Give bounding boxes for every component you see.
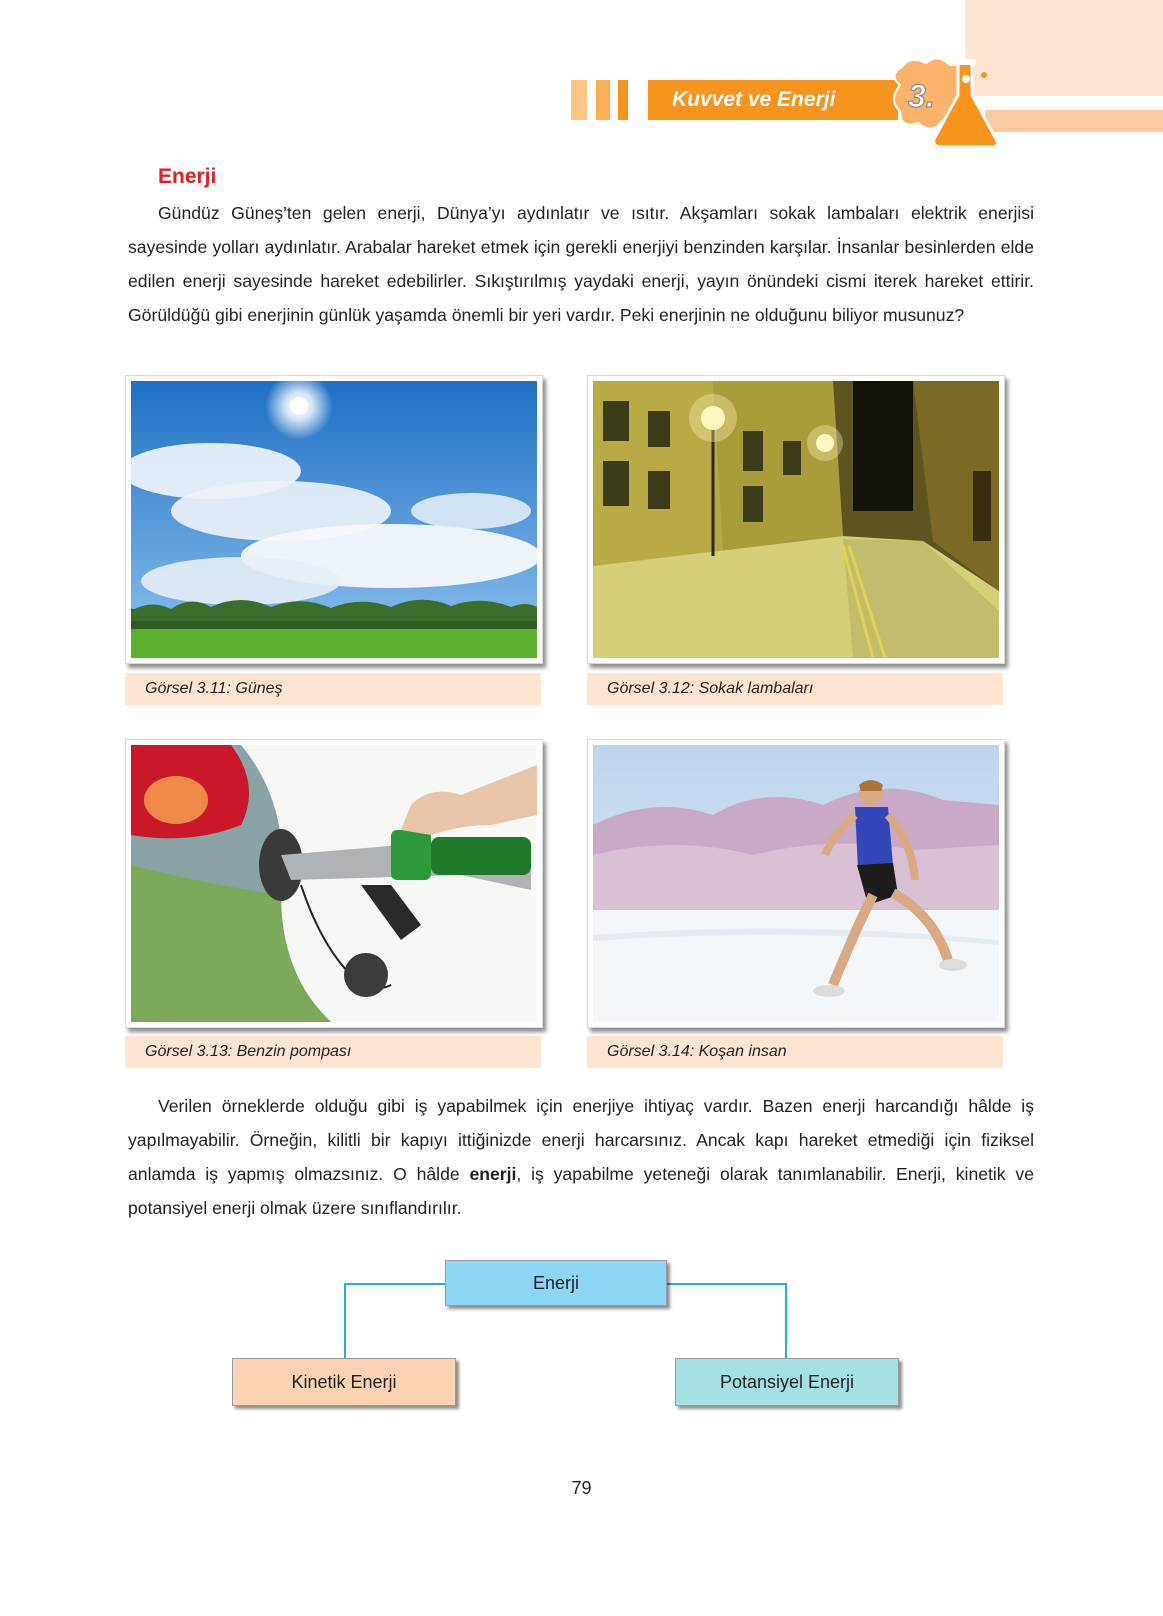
- figure-caption: Görsel 3.14: Koşan insan: [587, 1036, 1003, 1068]
- diagram-kinetic-box: Kinetik Enerji: [232, 1358, 456, 1406]
- section-heading: Enerji: [158, 165, 217, 188]
- chapter-number: 3.: [908, 78, 935, 114]
- running-man-photo: [593, 745, 999, 1022]
- intro-paragraph: [128, 196, 1034, 332]
- corner-strip: [985, 110, 1163, 132]
- definition-text-after: , iş yapabilme yeteneği olarak tanımlanabilir. Enerji, kinetik ve potansiyel enerji olmak üzere sınıflandırılır.: [128, 1164, 1034, 1218]
- chapter-title: Kuvvet ve Enerji: [648, 80, 898, 120]
- definition-paragraph: [128, 1089, 1034, 1225]
- figure-caption: Görsel 3.11: Güneş: [125, 673, 541, 705]
- figure-sun: [125, 375, 543, 664]
- intro-text: Gündüz Güneş’ten gelen enerji, Dünya’yı aydınlatır ve ısıtır. Akşamları sokak lambaları elektrik enerjisi sayesinde yolları aydınlatır. Arabalar hareket etmek için gerekli enerjiyi benzinden karşılar. İnsanlar besinlerden elde edilen enerji sayesinde hareket edebilirler. Sıkıştırılmış yaydaki enerji, yayın önündeki cismi iterek hareket ettirir. Görüldüğü gibi enerjinin günlük yaşamda önemli bir yeri vardır. Peki enerjinin ne olduğunu biliyor musunuz?: [128, 203, 1034, 325]
- header-stripe: [596, 80, 610, 120]
- connector-right: [667, 1283, 787, 1362]
- header-stripe: [618, 80, 628, 120]
- fuel-pump-photo: [131, 745, 537, 1022]
- chapter-flask-icon: [888, 55, 998, 150]
- sun-sky-photo: [131, 381, 537, 658]
- bold-term: enerji: [469, 1164, 517, 1184]
- connector-left: [344, 1283, 448, 1362]
- diagram-root-box: Enerji: [445, 1260, 667, 1306]
- definition-text-before: Verilen örneklerde olduğu gibi iş yapabilmek için enerjiye ihtiyaç vardır. Bazen enerji harcandığı hâlde iş yapılmayabilir. Örneğin, kilitli bir kapıyı ittiğinizde enerji harcarsınız. Ancak kapı hareket etmediği için fiziksel anlamda iş yapmış olmazsınız. O hâlde: [128, 1096, 1034, 1184]
- figure-caption: Görsel 3.12: Sokak lambaları: [587, 673, 1003, 705]
- figure-fuel-pump: [125, 739, 543, 1028]
- figure-caption: Görsel 3.13: Benzin pompası: [125, 1036, 541, 1068]
- page-number: 79: [571, 1478, 592, 1498]
- figure-running-man: [587, 739, 1005, 1028]
- figure-street-lamps: [587, 375, 1005, 664]
- header-stripe: [571, 80, 587, 120]
- street-lamps-photo: [593, 381, 999, 658]
- diagram-potential-box: Potansiyel Enerji: [675, 1358, 899, 1406]
